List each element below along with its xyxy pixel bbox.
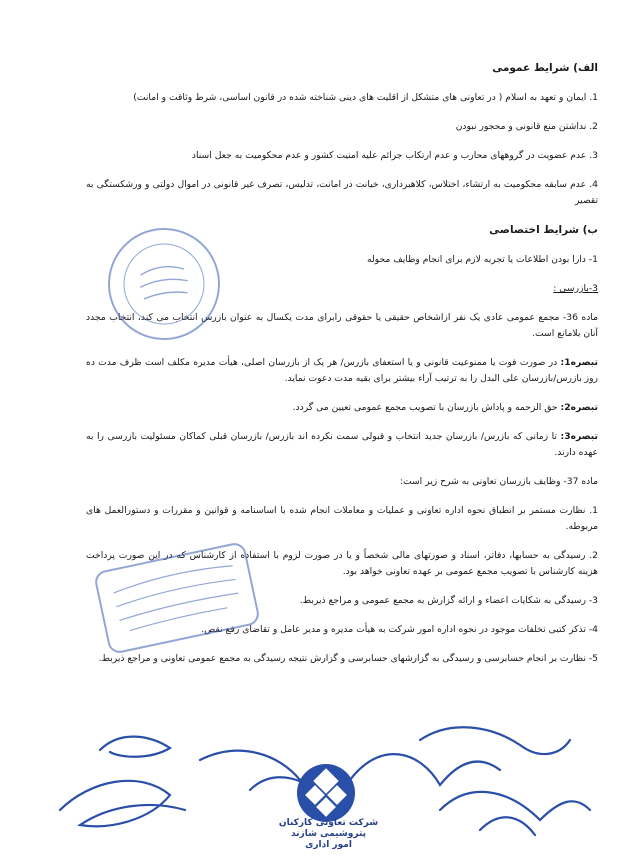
company-logo-icon xyxy=(295,762,357,824)
registry-stamp xyxy=(101,221,227,347)
note-1 xyxy=(86,355,598,387)
article-37: ماده 37- وظایف بازرسان تعاونی به شرح زیر است: xyxy=(399,476,598,487)
duty-2: 2. رسیدگی به حسابها، دفاتر، اسناد و صورتهای مالی شخصاً و یا در صورت لزوم با استفاده از کارشناس که در این صورت پرداخت هزینه کارشناس با تصویب مجمع عمومی بر عهده تعاونی خواهد بود. xyxy=(86,550,598,577)
signature-7 xyxy=(440,792,590,820)
registry-stamp-ring xyxy=(105,225,222,342)
note-2-text: حق الزحمه و پاداش بازرسان با تصویب مجمع عمومی تعیین می گردد. xyxy=(292,402,561,413)
section-a-item-2: 2. نداشتن منع قانونی و محجور نبودن xyxy=(455,121,598,132)
section-a-item-1: 1. ایمان و تعهد به اسلام ( در تعاونی های متشکل از اقلیت های دینی شناخته شده در قانون اساسی، شرط وثاقت و امانت) xyxy=(133,92,598,103)
signature-6 xyxy=(420,727,570,754)
section-b-item-1: 1- دارا بودن اطلاعات یا تجربه لازم برای انجام وظایف محوله xyxy=(366,254,598,265)
org-line-2: پتروشیمی شازند xyxy=(290,829,367,839)
article-36: ماده 36- مجمع عمومی عادی یک نفر ازاشخاص حقیقی یا حقوقی رابرای مدت یکسال به عنوان بازرس انتخاب می کند، انتخاب مجدد آنان بلامانع است. xyxy=(86,312,599,339)
section-a-item-3: 3. عدم عضویت در گروههای محارب و عدم ارتکاب جرائم علیه امنیت کشور و عدم محکومیت به جعل اسناد xyxy=(191,150,598,161)
signature-8 xyxy=(480,817,535,835)
org-line-1: شرکت تعاونی کارکنان xyxy=(278,818,379,828)
note-2-label: تبصره2: xyxy=(560,402,598,413)
section-a-title: الف) شرایط عمومی xyxy=(492,62,598,74)
note-2 xyxy=(86,400,598,416)
org-line-3: امور اداری xyxy=(305,840,352,850)
section-a-item-4: 4. عدم سابقه محکومیت به ارتشاء، اختلاس، کلاهبرداری، خیانت در امانت، تدلیس، تصرف غیر قانونی در اموال دولتی و ورشکستگی به تقصیر xyxy=(86,179,598,206)
note-1-text: در صورت فوت یا ممنوعیت قانونی و یا استعفای بازرس/ هر یک از بازرسان اصلی، هیأت مدیره مکلف است ظرف مدت ده روز بازرس/بازرسان علی البدل را به ترتیب آراء بیشتر برای بقیه مدت دعوت نماید. xyxy=(86,357,598,384)
duty-4: 4- تذکر کتبی تخلفات موجود در نحوه اداره امور شرکت به هیأت مدیره و مدیر عامل و تقاضای رفع نقص. xyxy=(201,624,598,635)
signature-2 xyxy=(60,781,185,826)
note-1-label: تبصره1: xyxy=(560,357,598,368)
note-3-text: تا زمانی که بازرس/ بازرسان جدید انتخاب و قبولی سمت نکرده اند بازرس/ بازرسان قبلی کماکان مسئولیت بازرسی را به عهده دارند. xyxy=(86,431,598,458)
duty-5: 5- نظارت بر انجام حسابرسی و رسیدگی به گزارشهای حسابرسی و گزارش نتیجه رسیدگی به مجمع عمومی تعاونی و مراجع ذیربط. xyxy=(98,653,598,664)
note-3-label: تبصره3: xyxy=(560,431,598,442)
section-b-title: ب) شرایط اختصاصی xyxy=(489,224,598,236)
inspector-heading: 3-بازرسی : xyxy=(553,283,598,294)
signature-1 xyxy=(100,737,170,757)
duty-3: 3- رسیدگی به شکایات اعضاء و ارائه گزارش به مجمع عمومی و مراجع ذیربط. xyxy=(299,595,598,606)
duty-1: 1. نظارت مستمر بر انطباق نحوه اداره تعاونی و عملیات و معاملات انجام شده با اساسنامه و قوانین و مقررات و دستورالعمل های مربوطه. xyxy=(86,505,598,532)
signature-5 xyxy=(350,754,500,785)
note-3 xyxy=(86,429,598,461)
company-name-block xyxy=(276,818,381,851)
